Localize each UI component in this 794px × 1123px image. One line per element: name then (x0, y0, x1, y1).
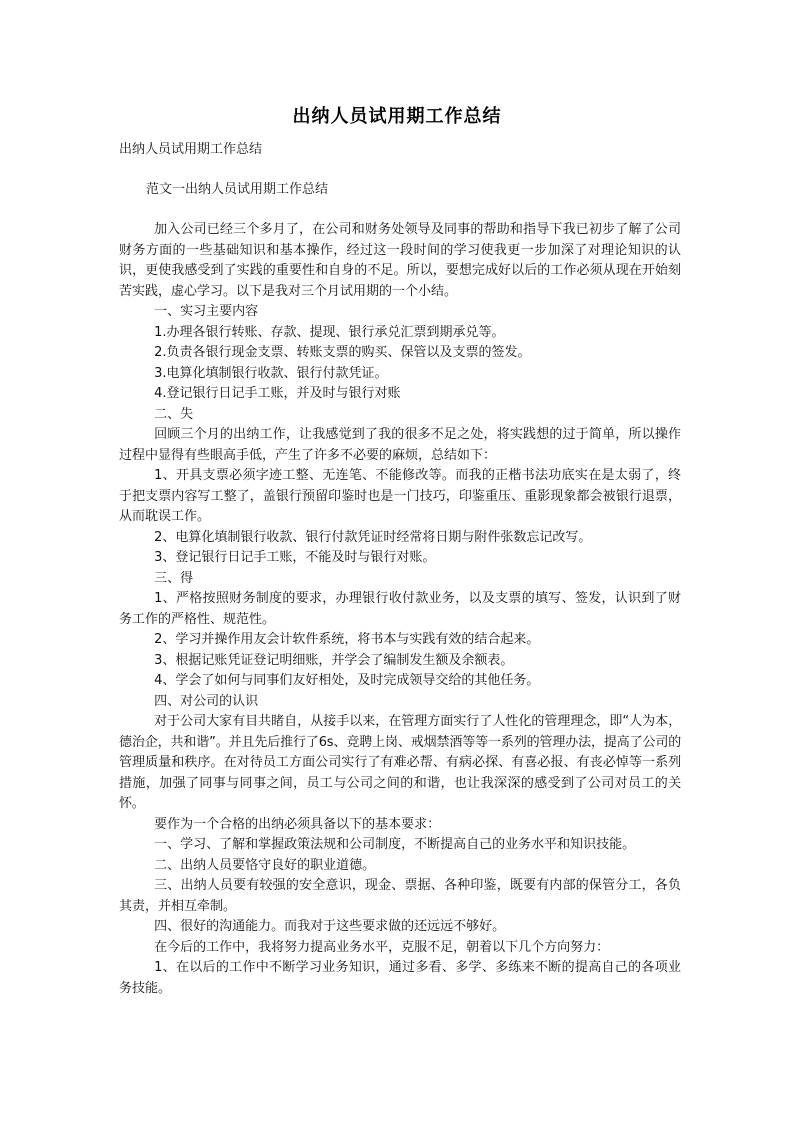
paragraph: 1、严格按照财务制度的要求，办理银行收付款业务，以及支票的填写、签发，认识到了财务工作的严格性、规范性。 (119, 591, 681, 627)
paragraph: 1.办理各银行转账、存款、提现、银行承兑汇票到期承兑等。 (154, 324, 505, 340)
paragraph: 二、失 (154, 406, 194, 422)
paragraph: 一、学习、了解和掌握政策法规和公司制度，不断提高自己的业务水平和知识技能。 (154, 837, 636, 852)
paragraph: 四、对公司的认识 (154, 693, 259, 709)
paragraph: 1、开具支票必须字迹工整、无连笔、不能修改等。而我的正楷书法功底实在是太弱了，终于把支票内容写工整了，盖银行预留印鉴时也是一门技巧，印鉴重压、重影现象都会被银行退票，从而耽误工作。 (119, 468, 681, 524)
paragraph: 2、学习并操作用友会计软件系统，将书本与实践有效的结合起来。 (154, 632, 540, 647)
paragraph: 三、得 (154, 570, 194, 586)
paragraph: 在今后的工作中，我将努力提高业务水平，克服不足，朝着以下几个方向努力： (154, 939, 610, 955)
paragraph: 一、实习主要内容 (154, 304, 259, 319)
paragraph: 3、登记银行日记手工账，不能及时与银行对账。 (154, 550, 436, 565)
document-subtitle: 出纳人员试用期工作总结 (119, 142, 263, 157)
paragraph: 二、出纳人员要恪守良好的职业道德。 (154, 857, 376, 873)
paragraph: 1、在以后的工作中不断学习业务知识，通过多看、多学、多练来不断的提高自己的各项业务技能。 (119, 960, 681, 996)
body-text (119, 220, 681, 999)
paragraph: 要作为一个合格的出纳必须具备以下的基本要求： (154, 816, 441, 832)
paragraph: 四、很好的沟通能力。而我对于这些要求做的还远远不够好。 (154, 919, 506, 934)
paragraph: 三、出纳人员要有较强的安全意识，现金、票据、各种印鉴，既要有内部的保管分工，各负其责，并相互牵制。 (119, 878, 681, 914)
paragraph: 加入公司已经三个多月了，在公司和财务处领导及同事的帮助和指导下我已初步了解了公司财务方面的一些基础知识和基本操作，经过这一段时间的学习使我更一步加深了对理论知识的认识，更使我感受到了实践的重要性和自身的不足。所以，要想完成好以后的工作必须从现在开始刻苦实践，虚心学习。以下是我对三个月试用期的一个小结。 (119, 222, 681, 299)
paragraph: 4.登记银行日记手工账，并及时与银行对账 (154, 386, 401, 401)
paragraph: 3、根据记账凭证登记明细账，并学会了编制发生额及余额表。 (154, 652, 514, 668)
paragraph: 3.电算化填制银行收款、银行付款凭证。 (154, 365, 388, 381)
paragraph: 对于公司大家有目共睹自，从接手以来，在管理方面实行了人性化的管理理念，即“人为本，德治企，共和谐”。并且先后推行了6s、竞聘上岗、戒烟禁酒等等一系列的管理办法，提高了公司的管理质量和秩序。在对待员工方面公司实行了有难必帮、有病必探、有喜必报、有丧必悼等一系列措施，加强了同事与同事之间，员工与公司之间的和谐，也让我深深的感受到了公司对员工的关怀。 (119, 714, 681, 811)
paragraph: 4、学会了如何与同事们友好相处，及时完成领导交给的其他任务。 (154, 673, 540, 688)
page-title: 出纳人员试用期工作总结 (292, 106, 502, 127)
paragraph: 回顾三个月的出纳工作，让我感觉到了我的很多不足之处，将实践想的过于简单，所以操作过程中显得有些眼高手低，产生了许多不必要的麻烦，总结如下： (119, 427, 681, 463)
paragraph: 2.负责各银行现金支票、转账支票的购买、保管以及支票的签发。 (154, 345, 531, 360)
paragraph: 2、电算化填制银行收款、银行付款凭证时经常将日期与附件张数忘记改写。 (154, 529, 592, 545)
section-heading: 范文一出纳人员试用期工作总结 (146, 182, 329, 197)
